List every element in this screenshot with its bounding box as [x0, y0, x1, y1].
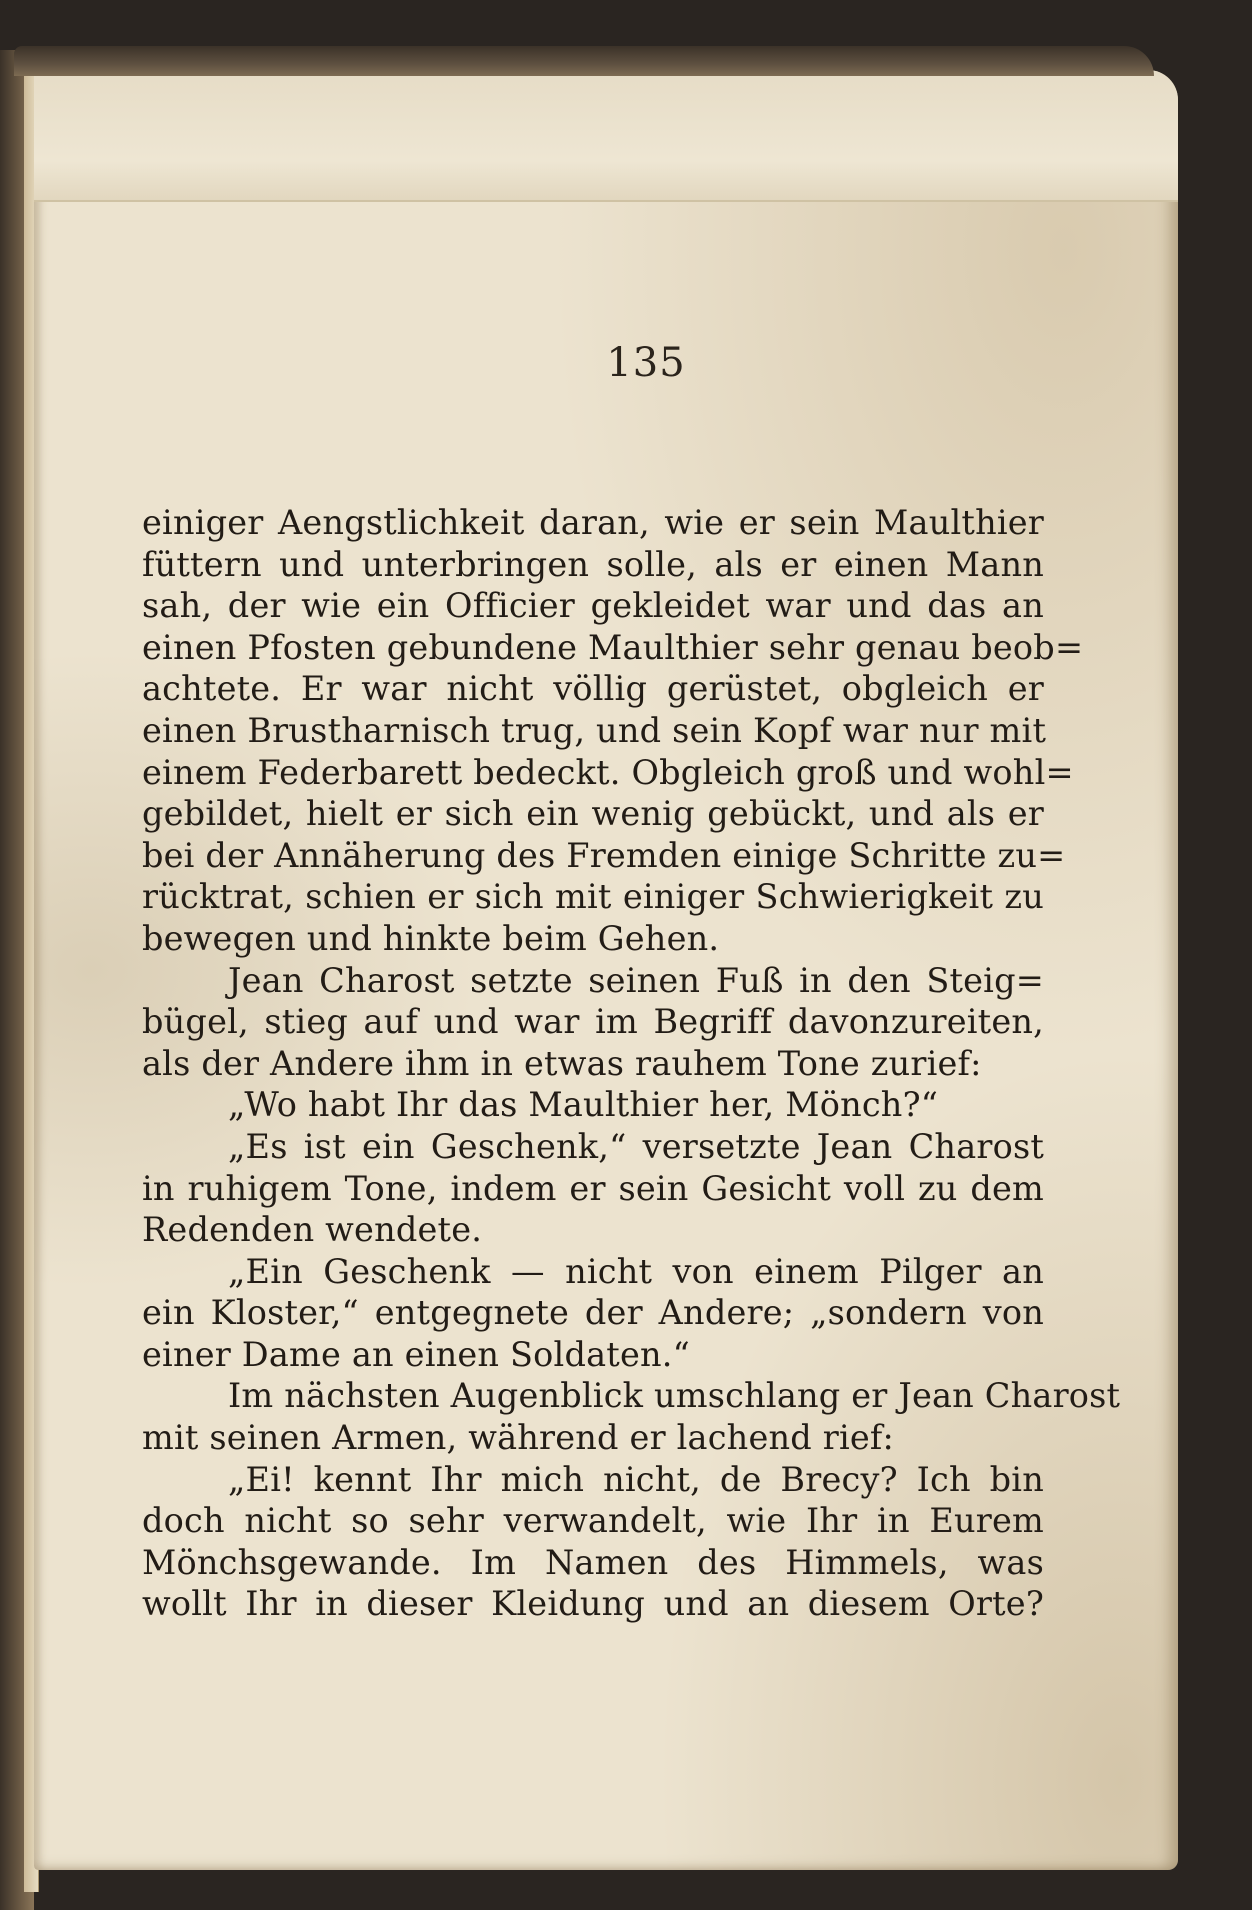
text-line: Mönchsgewande. Im Namen des Himmels, was: [142, 1542, 1044, 1582]
text-line: rücktrat, schien er sich mit einiger Schwierigkeit zu: [142, 877, 1044, 917]
text-line: ein Kloster,“ entgegnete der Andere; „sondern von: [142, 1293, 1044, 1333]
text-line: bewegen und hinkte beim Gehen.: [142, 918, 720, 958]
book-top-edge: [14, 46, 1154, 76]
text-line: einem Federbarett bedeckt. Obgleich groß und wohl=: [142, 752, 1074, 792]
text-line: in ruhigem Tone, indem er sein Gesicht voll zu dem: [142, 1168, 1044, 1208]
page-number: 135: [606, 340, 686, 386]
text-line: gebildet, hielt er sich ein wenig gebückt, und als er: [142, 794, 1044, 834]
text-line: einer Dame an einen Soldaten.“: [142, 1334, 690, 1374]
text-line: Redenden wendete.: [142, 1210, 483, 1250]
text-line: Im nächsten Augenblick umschlang er Jean Charost: [228, 1376, 1121, 1416]
text-line: einen Brustharnisch trug, und sein Kopf war nur mit: [142, 710, 1047, 750]
text-line: „Ein Geschenk — nicht von einem Pilger an: [228, 1251, 1044, 1291]
text-line: füttern und unterbringen solle, als er einen Mann: [142, 544, 1044, 584]
text-line: als der Andere ihm in etwas rauhem Tone zurief:: [142, 1043, 982, 1083]
text-line: sah, der wie ein Officier gekleidet war und das an: [142, 586, 1044, 626]
text-line: bügel, stieg auf und war im Begriff davonzureiten,: [142, 1002, 1044, 1042]
page-top-fold: [34, 70, 1178, 202]
text-line: einen Pfosten gebundene Maulthier sehr genau beob=: [142, 627, 1084, 667]
text-line: mit seinen Armen, während er lachend rief:: [142, 1418, 894, 1458]
text-line: achtete. Er war nicht völlig gerüstet, obgleich er: [142, 669, 1044, 709]
book-page: [34, 70, 1178, 1870]
page-text-block: [142, 502, 1121, 1625]
text-line: „Wo habt Ihr das Maulthier her, Mönch?“: [228, 1085, 939, 1125]
text-line: wollt Ihr in dieser Kleidung und an diesem Orte?: [142, 1584, 1044, 1624]
text-line: Jean Charost setzte seinen Fuß in den Steig=: [228, 960, 1044, 1000]
text-line: bei der Annäherung des Fremden einige Schritte zu=: [142, 835, 1066, 875]
text-line: „Es ist ein Geschenk,“ versetzte Jean Charost: [228, 1126, 1044, 1166]
text-line: doch nicht so sehr verwandelt, wie Ihr in Eurem: [142, 1501, 1044, 1541]
text-line: „Ei! kennt Ihr mich nicht, de Brecy? Ich bin: [228, 1459, 1044, 1499]
text-line: einiger Aengstlichkeit daran, wie er sein Maulthier: [142, 503, 1044, 542]
